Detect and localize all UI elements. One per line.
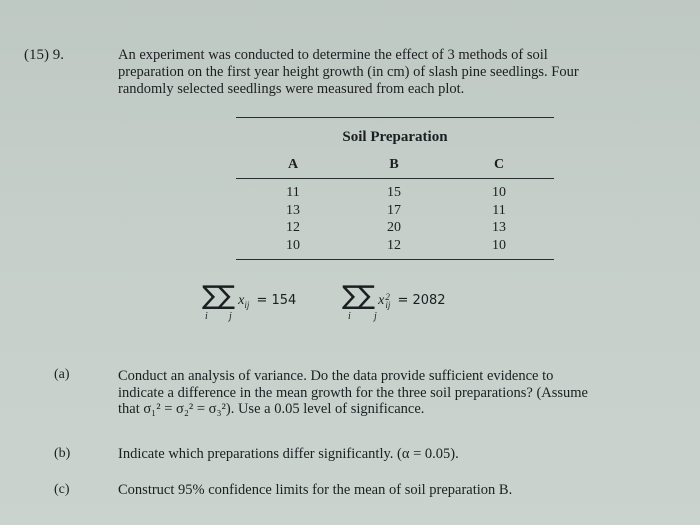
sum-index-i: i bbox=[348, 311, 351, 322]
table-cell: 10 bbox=[492, 185, 506, 200]
table-cell: 11 bbox=[492, 202, 506, 218]
table-cell: 10 bbox=[492, 237, 506, 253]
part-a-text bbox=[118, 368, 678, 418]
variable-superscript: 2 bbox=[385, 291, 390, 302]
column-a-values bbox=[278, 184, 308, 254]
variable-x: x bbox=[378, 293, 385, 308]
column-header-b: B bbox=[389, 157, 399, 172]
variable-x: x bbox=[238, 293, 245, 308]
variable-subscript: ij bbox=[385, 299, 391, 310]
part-a-label: (a) bbox=[54, 367, 70, 382]
column-header-c: C bbox=[493, 157, 505, 172]
sum-of-values bbox=[202, 281, 297, 322]
sum-of-squares bbox=[342, 281, 446, 322]
sum-index-j: j bbox=[229, 311, 232, 322]
table-cell: 11 bbox=[286, 185, 300, 200]
table-cell: 15 bbox=[387, 185, 401, 200]
table-cell: 17 bbox=[387, 202, 401, 218]
table-cell: 20 bbox=[387, 220, 401, 235]
part-a-line: Conduct an analysis of variance. Do the data provide sufficient evidence to bbox=[118, 368, 554, 384]
part-b-text bbox=[118, 446, 678, 463]
double-sigma: ∑∑ bbox=[202, 281, 234, 311]
table-cell: 10 bbox=[286, 237, 300, 253]
column-header-a: A bbox=[287, 157, 299, 172]
part-a-line: indicate a difference in the mean growth for the three soil preparations? (Assume bbox=[118, 384, 588, 401]
part-b-line: Indicate which preparations differ significantly. (α = 0.05). bbox=[118, 446, 459, 462]
table-bottom-rule bbox=[236, 259, 554, 260]
table-cell: 12 bbox=[387, 237, 401, 253]
table-cell: 12 bbox=[286, 220, 300, 235]
sum-index-j: j bbox=[374, 311, 377, 322]
variable-subscript: ij bbox=[244, 299, 250, 310]
part-c-label: (c) bbox=[54, 482, 70, 497]
question-line: preparation on the first year height growth (in cm) of slash pine seedlings. Four bbox=[118, 64, 579, 80]
column-b-values bbox=[379, 184, 409, 254]
sum-index-i: i bbox=[205, 311, 208, 322]
part-c-text bbox=[118, 482, 678, 499]
question-text bbox=[118, 47, 658, 98]
sum-variable bbox=[378, 293, 390, 308]
sum-value: = 154 bbox=[256, 293, 297, 308]
column-c-values bbox=[484, 184, 514, 254]
double-sigma: ∑∑ bbox=[342, 281, 374, 311]
question-line: randomly selected seedlings were measured from each plot. bbox=[118, 81, 465, 97]
table-header-rule bbox=[236, 178, 554, 179]
table-top-rule bbox=[236, 117, 554, 118]
table-cell: 13 bbox=[286, 202, 300, 218]
sum-variable bbox=[238, 293, 249, 308]
part-c-line: Construct 95% confidence limits for the mean of soil preparation B. bbox=[118, 482, 513, 498]
part-a-line: that σ₁² = σ₂² = σ₃²). Use a 0.05 level of significance. bbox=[118, 401, 425, 417]
question-number: (15) 9. bbox=[24, 47, 64, 63]
sum-value: = 2082 bbox=[397, 293, 446, 308]
part-b-label: (b) bbox=[54, 446, 71, 461]
table-title: Soil Preparation bbox=[342, 129, 448, 145]
table-cell: 13 bbox=[492, 220, 506, 235]
question-line: An experiment was conducted to determine the effect of 3 methods of soil bbox=[118, 47, 548, 63]
